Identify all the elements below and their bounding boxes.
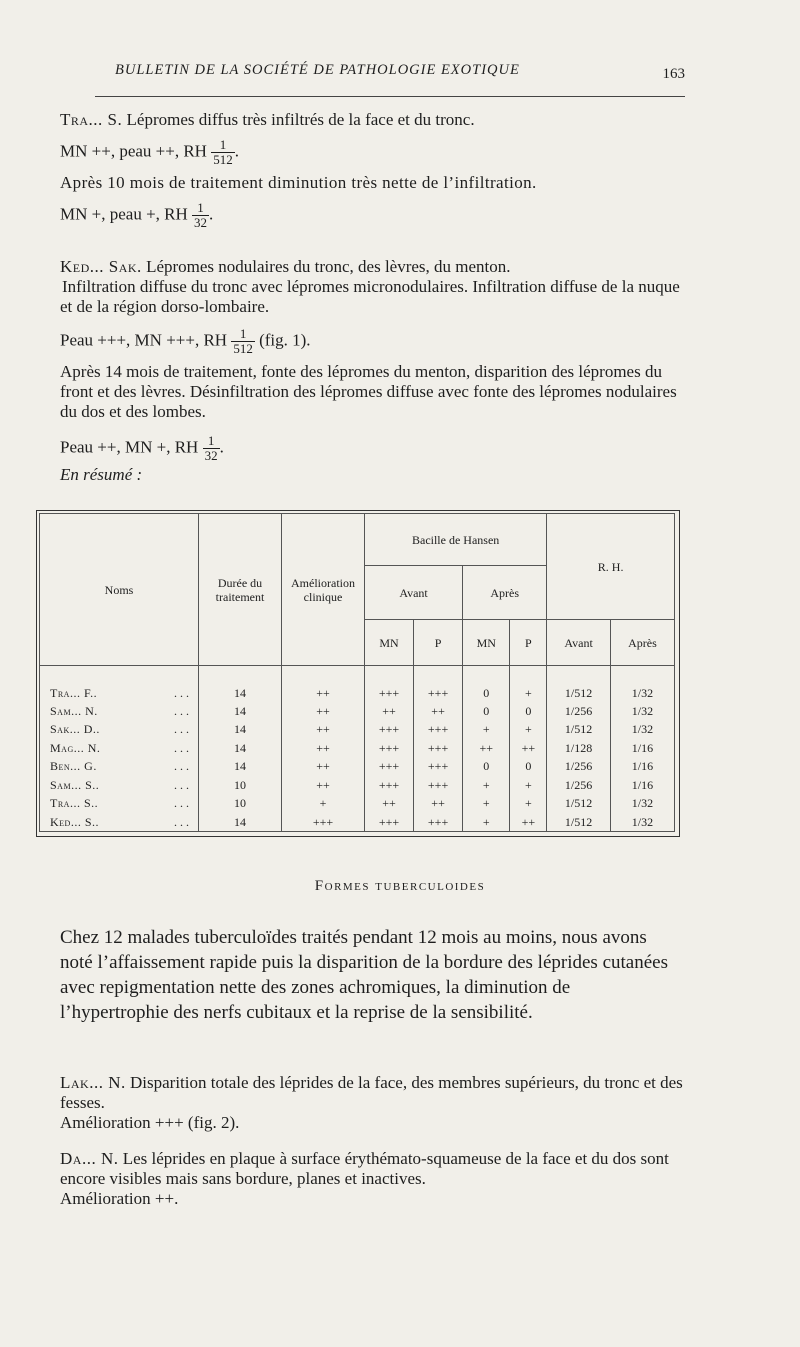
cell-mn2: + xyxy=(463,720,510,738)
cell-rh2: 1/32 xyxy=(610,702,674,720)
cell-duree: 14 xyxy=(199,812,282,831)
fraction-after: $\frac{1}{32}$ xyxy=(204,433,218,463)
cell-mn2: + xyxy=(463,776,510,794)
page-number: 163 xyxy=(662,66,685,82)
cell-mn2: + xyxy=(463,794,510,812)
cell-rh1: 1/128 xyxy=(547,739,611,757)
cell-amel: ++ xyxy=(282,683,365,701)
case-name: Ked... Sak. xyxy=(60,257,142,276)
cell-name: Tra... S.. . . . xyxy=(40,794,199,812)
cell-duree: 14 xyxy=(199,702,282,720)
cell-p1: +++ xyxy=(414,776,463,794)
figure-ref: (fig. 1). xyxy=(259,330,311,350)
header-rule xyxy=(95,96,685,97)
cell-rh1: 1/256 xyxy=(547,757,611,775)
cell-rh2: 1/16 xyxy=(610,776,674,794)
after-treatment: Après 14 mois de traitement, fonte des lépromes du menton, disparition des lépromes du front et des lèvres. Désinfiltration des lépromes diffuse avec fonte des lépromes nodulaires du dos et des lombes. xyxy=(60,362,677,421)
case-da-n xyxy=(60,1149,684,1209)
cell-amel: ++ xyxy=(282,720,365,738)
cell-amel: ++ xyxy=(282,702,365,720)
case-name: Tra... S. xyxy=(60,110,123,129)
cell-p2: 0 xyxy=(510,757,547,775)
case-name: Lak... N. xyxy=(60,1073,126,1092)
results-table-frame xyxy=(36,510,680,837)
cell-mn1: +++ xyxy=(365,812,414,831)
col-amelioration: Amélioration clinique xyxy=(282,514,365,666)
col-rh: R. H. xyxy=(547,514,675,620)
cell-p2: + xyxy=(510,794,547,812)
case-tra-s: Tra... S. Lépromes diffus très infiltrés de la face et du tronc. MN ++, peau ++, RH $\frac{1}{512}$ . Après 10 mois de traitement diminution très nette de l’infiltration. MN +, peau +, RH $\frac{1}{32}$ . xyxy=(60,110,684,230)
case-amelioration: Amélioration +++ (fig. 2). xyxy=(60,1113,240,1132)
formula: Peau +++, MN +++, RH xyxy=(60,330,228,350)
cell-p1: ++ xyxy=(414,794,463,812)
cell-duree: 14 xyxy=(199,720,282,738)
case-ked-sak: Ked... Sak. Lépromes nodulaires du tronc, des lèvres, du menton. Infiltration diffuse du tronc avec lépromes micronodulaires. Infiltration diffuse de la nuque et de la région dorso-lombaire. Peau +++, MN +++, RH $\frac{1}{512}$ (fig. 1). Après 14 mois de traitement, fonte des lépromes du menton, disparition des lépromes du front et des lèvres. Désinfiltration des lépromes diffuse avec fonte des lépromes nodulaires du dos et des lombes. Peau ++, MN +, RH $\frac{1}{32}$ . En résumé : xyxy=(60,257,684,485)
case-text-2: Infiltration diffuse du tronc avec lépromes micronodulaires. Infiltration diffuse de la nuque et de la région dorso-lombaire. xyxy=(60,277,680,316)
col-bacille-apres: Après xyxy=(463,566,547,620)
cell-rh2: 1/16 xyxy=(610,739,674,757)
cell-rh1: 1/256 xyxy=(547,702,611,720)
case-text: Lépromes nodulaires du tronc, des lèvres, du menton. xyxy=(146,257,511,276)
cell-mn2: 0 xyxy=(463,702,510,720)
table-row xyxy=(40,720,675,738)
cell-name: Sak... D.. . . . xyxy=(40,720,199,738)
cell-name: Mag... N. . . . xyxy=(40,739,199,757)
cell-duree: 14 xyxy=(199,739,282,757)
cell-p2: ++ xyxy=(510,812,547,831)
case-name: Da... N. xyxy=(60,1149,119,1168)
table-row xyxy=(40,739,675,757)
fraction: $\frac{1}{512}$ xyxy=(233,326,253,356)
cell-amel: ++ xyxy=(282,776,365,794)
col-p-avant: P xyxy=(414,620,463,666)
cell-p1: +++ xyxy=(414,739,463,757)
cell-p1: +++ xyxy=(414,720,463,738)
cell-p1: +++ xyxy=(414,683,463,701)
case-lak-n xyxy=(60,1073,684,1133)
running-title: BULLETIN DE LA SOCIÉTÉ DE PATHOLOGIE EXOTIQUE xyxy=(115,62,520,78)
cell-name: Sam... N. . . . xyxy=(40,702,199,720)
after-treatment: Après 10 mois de traitement diminution très nette de l’infiltration. xyxy=(60,173,537,192)
cell-duree: 10 xyxy=(199,776,282,794)
cell-duree: 14 xyxy=(199,683,282,701)
cell-duree: 10 xyxy=(199,794,282,812)
formula-after: MN +, peau +, RH xyxy=(60,204,188,224)
cell-rh1: 1/256 xyxy=(547,776,611,794)
col-duree: Durée du traitement xyxy=(199,514,282,666)
cell-name: Ben... G. . . . xyxy=(40,757,199,775)
cell-mn1: +++ xyxy=(365,739,414,757)
cell-p2: 0 xyxy=(510,702,547,720)
cell-mn1: ++ xyxy=(365,794,414,812)
col-rh-apres: Après xyxy=(610,620,674,666)
cell-amel: +++ xyxy=(282,812,365,831)
cell-rh2: 1/32 xyxy=(610,812,674,831)
cell-mn1: +++ xyxy=(365,776,414,794)
cell-mn1: +++ xyxy=(365,683,414,701)
cell-mn2: 0 xyxy=(463,683,510,701)
cell-amel: + xyxy=(282,794,365,812)
cell-rh1: 1/512 xyxy=(547,683,611,701)
cell-p2: + xyxy=(510,683,547,701)
cell-rh2: 1/16 xyxy=(610,757,674,775)
cell-mn2: ++ xyxy=(463,739,510,757)
cell-name: Sam... S.. . . . xyxy=(40,776,199,794)
section-paragraph: Chez 12 malades tuberculoïdes traités pendant 12 mois au moins, nous avons noté l’affaissement rapide puis la disparition de la bordure des léprides cutanées avec repigmentation nette des zones achromiques, la diminution de l’hypertrophie des nerfs cubitaux et la reprise de la sensibilité. xyxy=(60,927,668,1023)
table-row xyxy=(40,812,675,831)
case-amelioration: Amélioration ++. xyxy=(60,1189,179,1208)
col-bacille-avant: Avant xyxy=(365,566,463,620)
cell-rh2: 1/32 xyxy=(610,794,674,812)
summary-label: En résumé : xyxy=(60,465,143,484)
cell-rh1: 1/512 xyxy=(547,812,611,831)
cell-name: Tra... F.. . . . xyxy=(40,683,199,701)
cell-mn2: 0 xyxy=(463,757,510,775)
cell-rh1: 1/512 xyxy=(547,794,611,812)
cell-duree: 14 xyxy=(199,757,282,775)
cell-rh2: 1/32 xyxy=(610,720,674,738)
col-rh-avant: Avant xyxy=(547,620,611,666)
cell-amel: ++ xyxy=(282,739,365,757)
cell-p2: + xyxy=(510,776,547,794)
col-mn-apres: MN xyxy=(463,620,510,666)
case-text: Lépromes diffus très infiltrés de la face et du tronc. xyxy=(126,110,475,129)
col-mn-avant: MN xyxy=(365,620,414,666)
col-p-apres: P xyxy=(510,620,547,666)
results-table xyxy=(39,513,675,832)
cell-p1: +++ xyxy=(414,812,463,831)
cell-p2: ++ xyxy=(510,739,547,757)
table-row xyxy=(40,757,675,775)
cell-mn1: +++ xyxy=(365,720,414,738)
cell-mn1: +++ xyxy=(365,757,414,775)
cell-p1: +++ xyxy=(414,757,463,775)
cell-mn2: + xyxy=(463,812,510,831)
table-row xyxy=(40,702,675,720)
cell-name: Ked... S.. . . . xyxy=(40,812,199,831)
cell-amel: ++ xyxy=(282,757,365,775)
case-text: Disparition totale des léprides de la face, des membres supérieurs, du tronc et des fesses. xyxy=(60,1073,683,1112)
col-bacille: Bacille de Hansen xyxy=(365,514,547,566)
section-title: Formes tuberculoides xyxy=(314,878,486,894)
cell-rh2: 1/32 xyxy=(610,683,674,701)
table-row xyxy=(40,683,675,701)
fraction-after: $\frac{1}{32}$ xyxy=(194,200,208,230)
table-row xyxy=(40,776,675,794)
cell-p1: ++ xyxy=(414,702,463,720)
formula: MN ++, peau ++, RH xyxy=(60,141,207,161)
case-text: Les léprides en plaque à surface érythémato-squameuse de la face et du dos sont encore visibles mais sans bordure, planes et inactives. xyxy=(60,1149,669,1188)
formula-after: Peau ++, MN +, RH xyxy=(60,437,199,457)
table-row xyxy=(40,794,675,812)
cell-mn1: ++ xyxy=(365,702,414,720)
cell-p2: + xyxy=(510,720,547,738)
fraction: $\frac{1}{512}$ xyxy=(213,137,233,167)
running-header xyxy=(115,62,685,84)
col-noms: Noms xyxy=(40,514,199,666)
cell-rh1: 1/512 xyxy=(547,720,611,738)
